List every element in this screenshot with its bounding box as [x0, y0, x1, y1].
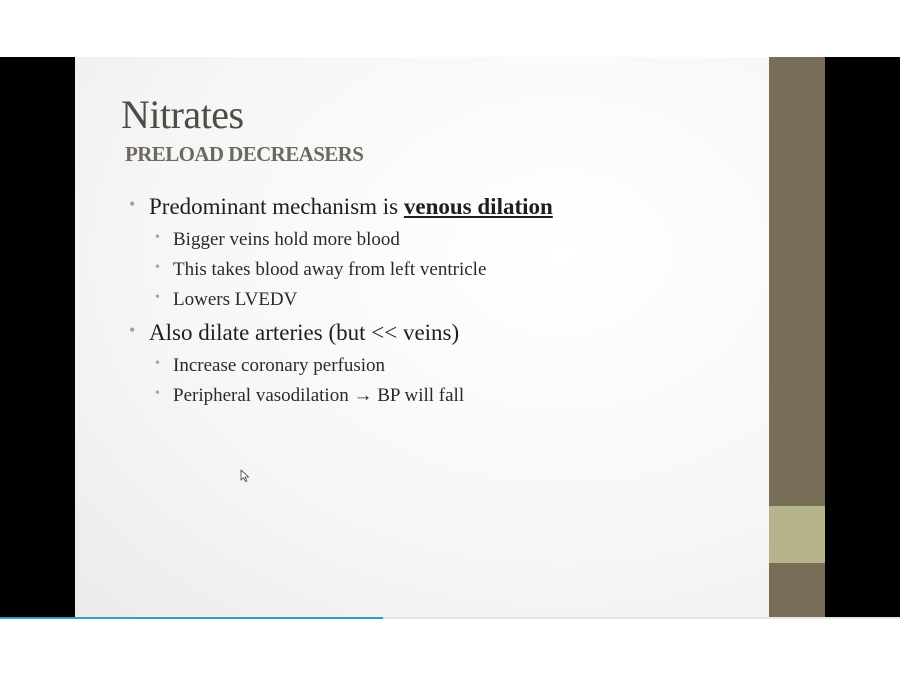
slide-subtitle: PRELOAD DECREASERS	[125, 142, 364, 166]
sub-bullet-mark: •	[155, 386, 160, 401]
sub-bullet-mark: •	[155, 260, 160, 275]
slide-title: Nitrates	[121, 92, 244, 137]
sub-bullet-mark: •	[155, 356, 160, 371]
sub-bullet-item	[155, 289, 298, 311]
bullet-list	[75, 57, 769, 618]
video-progress-fill	[0, 617, 383, 619]
bullet-mark: •	[129, 320, 136, 340]
sub-bullet-item	[155, 355, 386, 377]
sub-bullet-text: Peripheral vasodilation → BP will fall	[173, 385, 465, 406]
video-progress-bar[interactable]	[0, 617, 900, 619]
sub-bullet-mark: •	[155, 290, 160, 305]
sub-bullet-mark: •	[155, 230, 160, 245]
sub-bullet-text: Increase coronary perfusion	[173, 355, 386, 376]
bullet-text: Also dilate arteries (but << veins)	[149, 320, 460, 345]
sub-bullet-item	[155, 385, 465, 407]
bullet-mark: •	[129, 194, 136, 214]
sub-bullet-text: Lowers LVEDV	[173, 289, 298, 310]
slide-side-bar	[769, 57, 825, 618]
bullet-emphasis: venous dilation	[403, 194, 553, 219]
sub-bullet-item	[155, 229, 400, 251]
sub-bullet-text: Bigger veins hold more blood	[173, 229, 400, 250]
bullet-item	[129, 194, 553, 220]
slide-side-accent	[769, 506, 825, 563]
slide	[75, 57, 769, 618]
bullet-text: Predominant mechanism is	[149, 194, 404, 219]
sub-bullet-text: This takes blood away from left ventricle	[173, 259, 487, 280]
sub-bullet-item	[155, 259, 487, 281]
bullet-item	[129, 320, 460, 346]
mouse-cursor-icon	[240, 469, 250, 483]
